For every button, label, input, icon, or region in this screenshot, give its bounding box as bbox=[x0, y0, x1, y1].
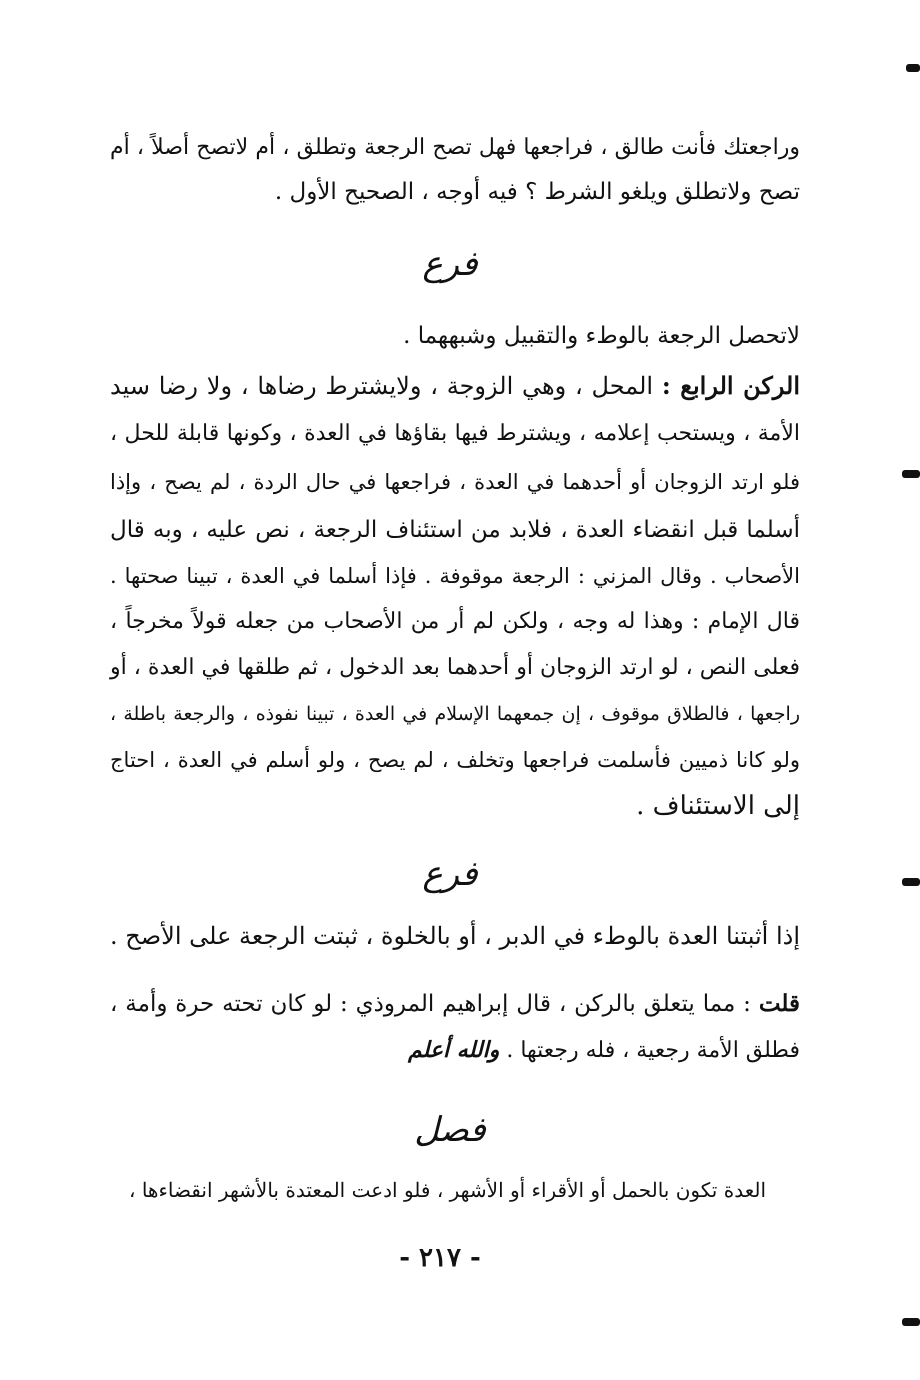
text-line-12: ولو كانا ذميين فأسلمت فراجعها وتخلف ، لم يصح ، ولو أسلم في العدة ، احتاج bbox=[110, 748, 800, 772]
section-heading-far-1: فرع bbox=[422, 244, 478, 284]
text-line-16 bbox=[400, 1030, 800, 1071]
text-line-13: إلى الاستئناف . bbox=[636, 791, 800, 821]
text-line-3: لاتحصل الرجعة بالوطء والتقبيل وشبههما . bbox=[403, 323, 800, 349]
margin-mark bbox=[906, 64, 920, 72]
qult-text: : مما يتعلق بالركن ، قال إبراهيم المروذي : لو كان تحته حرة وأمة ، bbox=[110, 991, 751, 1017]
text-line-6: فلو ارتد الزوجان أو أحدهما في العدة ، فراجعها في حال الردة ، لم يصح ، وإذا bbox=[110, 470, 800, 494]
text-line-9: قال الإمام : وهذا له وجه ، ولكن لم أر من الأصحاب من جعله قولاً مخرجاً ، bbox=[110, 609, 800, 634]
qult-continuation: فطلق الأمة رجعية ، فله رجعتها . bbox=[506, 1038, 800, 1063]
text-line-10: فعلى النص ، لو ارتد الزوجان أو أحدهما بعد الدخول ، ثم طلقها في العدة ، أو bbox=[110, 655, 800, 680]
margin-mark bbox=[902, 1318, 920, 1326]
wallahu-alam: والله أعلم bbox=[407, 1037, 500, 1063]
qult-label: قلت bbox=[758, 990, 801, 1017]
text-line-1: وراجعتك فأنت طالق ، فراجعها فهل تصح الرجعة وتطلق ، أم لاتصح أصلاً ، أم bbox=[110, 135, 800, 160]
text-line-7: أسلما قبل انقضاء العدة ، فلابد من استئناف الرجعة ، نص عليه ، وبه قال bbox=[110, 517, 800, 543]
margin-mark bbox=[902, 878, 920, 886]
page-number: - ٢١٧ - bbox=[399, 1243, 481, 1273]
text-line-14: إذا أثبتنا العدة بالوطء في الدبر ، أو بالخلوة ، ثبتت الرجعة على الأصح . bbox=[110, 922, 800, 950]
text-line-2: تصح ولاتطلق ويلغو الشرط ؟ فيه أوجه ، الصحيح الأول . bbox=[274, 179, 800, 205]
section-heading-far-2: فرع bbox=[422, 854, 478, 894]
text-line-11: راجعها ، فالطلاق موقوف ، إن جمعهما الإسلام في العدة ، تبينا نفوذه ، والرجعة باطلة ، bbox=[110, 703, 800, 725]
text-line-15 bbox=[110, 984, 800, 1024]
text-line-5: الأمة ، ويستحب إعلامه ، ويشترط فيها بقاؤها في العدة ، وكونها قابلة للحل ، bbox=[110, 421, 800, 446]
text-line-4 bbox=[110, 366, 800, 406]
margin-mark bbox=[902, 470, 920, 478]
text-line-17: العدة تكون بالحمل أو الأقراء أو الأشهر ، فلو ادعت المعتدة بالأشهر انقضاءها ، bbox=[129, 1178, 766, 1202]
rukn-label: الركن الرابع : bbox=[661, 371, 800, 400]
rukn-text: المحل ، وهي الزوجة ، ولايشترط رضاها ، ولا رضا سيد bbox=[110, 372, 654, 400]
text-line-8: الأصحاب . وقال المزني : الرجعة موقوفة . فإذا أسلما في العدة ، تبينا صحتها . bbox=[110, 564, 800, 588]
section-heading-fasl: فصل bbox=[414, 1110, 486, 1150]
